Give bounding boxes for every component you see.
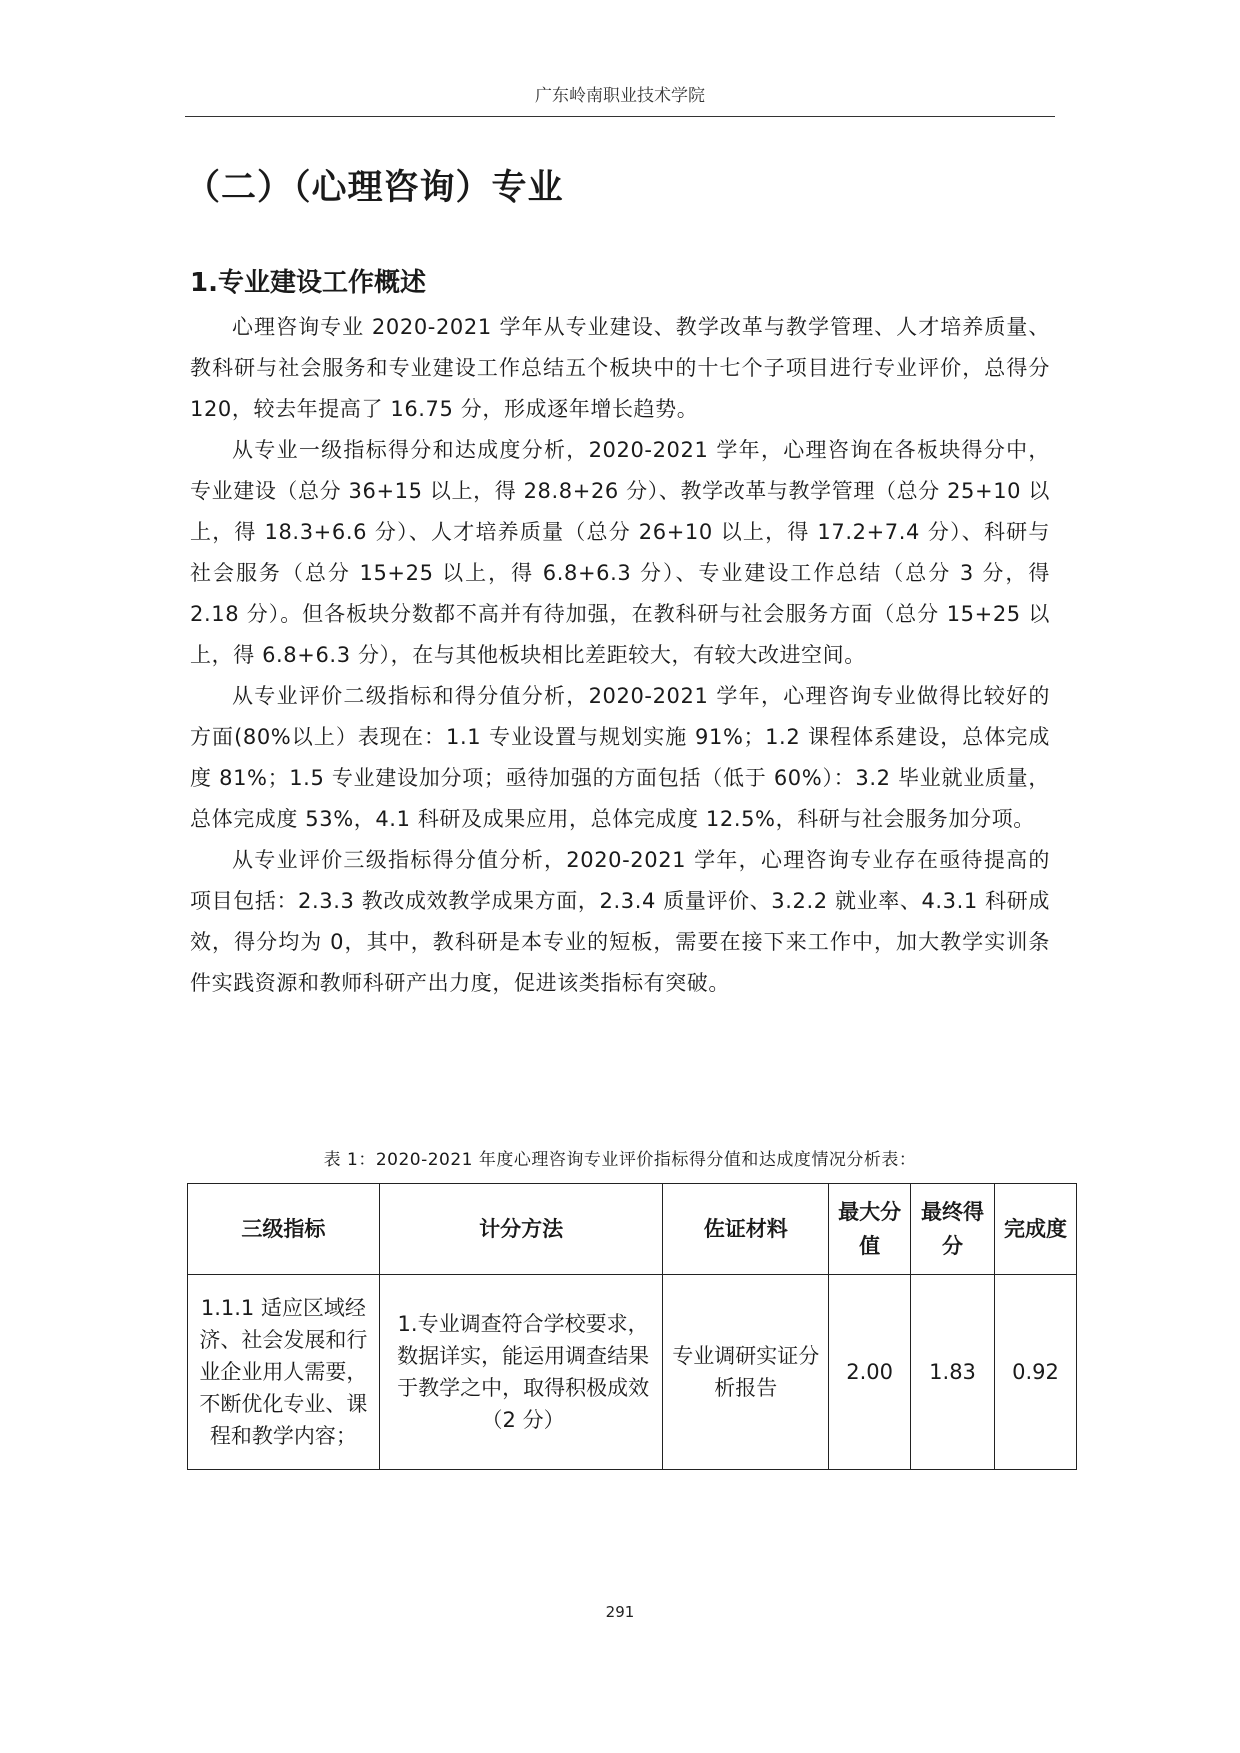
cell-evidence: 专业调研实证分析报告 [663,1275,829,1470]
cell-indicator: 1.1.1 适应区域经济、社会发展和行业企业用人需要，不断优化专业、课程和教学内容； [188,1275,380,1470]
header-evidence: 佐证材料 [663,1184,829,1275]
header-final-score: 最终得分 [911,1184,995,1275]
cell-method: 1.专业调查符合学校要求，数据详实，能运用调查结果于教学之中，取得积极成效（2 分） [379,1275,663,1470]
cell-completion: 0.92 [995,1275,1077,1470]
section-title: （二）（心理咨询）专业 [185,168,564,208]
table-row [188,1275,1077,1470]
page-number: 291 [605,1603,635,1621]
paragraph: 心理咨询专业 2020-2021 学年从专业建设、教学改革与教学管理、人才培养质量、教科研与社会服务和专业建设工作总结五个板块中的十七个子项目进行专业评价，总得分 120，较去年提高了 16.75 分，形成逐年增长趋势。 [190,315,1050,421]
table-header-row [188,1184,1077,1275]
metrics-table [187,1183,1077,1470]
header-indicator: 三级指标 [188,1184,380,1275]
header-max-score: 最大分值 [829,1184,911,1275]
header-method: 计分方法 [379,1184,663,1275]
paragraph: 从专业评价二级指标和得分值分析，2020-2021 学年，心理咨询专业做得比较好的方面(80%以上）表现在：1.1 专业设置与规划实施 91%；1.2 课程体系建设，总体完成度 81%；1.5 专业建设加分项；亟待加强的方面包括（低于 60%）：3.2 毕业就业质量，总体完成度 53%，4.1 科研及成果应用，总体完成度 12.5%，科研与社会服务加分项。 [190,684,1050,831]
header-completion: 完成度 [995,1184,1077,1275]
subsection-title: 1.专业建设工作概述 [190,268,426,298]
paragraph: 从专业评价三级指标得分值分析，2020-2021 学年，心理咨询专业存在亟待提高的项目包括：2.3.3 教改成效教学成果方面，2.3.4 质量评价、3.2.2 就业率、4.3.1 科研成效，得分均为 0，其中，教科研是本专业的短板，需要在接下来工作中，加大教学实训条件实践资源和教师科研产出力度，促进该类指标有突破。 [190,848,1050,995]
paragraph: 从专业一级指标得分和达成度分析，2020-2021 学年，心理咨询在各板块得分中，专业建设（总分 36+15 以上，得 28.8+26 分）、教学改革与教学管理（总分 25+10 以上，得 18.3+6.6 分）、人才培养质量（总分 26+10 以上，得 17.2+7.4 分）、科研与社会服务（总分 15+25 以上，得 6.8+6.3 分）、专业建设工作总结（总分 3 分，得 2.18 分）。但各板块分数都不高并有待加强，在教科研与社会服务方面（总分 15+25 以上，得 6.8+6.3 分），在与其他板块相比差距较大，有较大改进空间。 [190,438,1050,667]
cell-max-score: 2.00 [829,1275,911,1470]
page-header: 广东岭南职业技术学院 [185,82,1055,117]
table-caption: 表 1：2020-2021 年度心理咨询专业评价指标得分值和达成度情况分析表： [323,1150,917,1170]
body-text [190,307,1050,1004]
cell-final-score: 1.83 [911,1275,995,1470]
